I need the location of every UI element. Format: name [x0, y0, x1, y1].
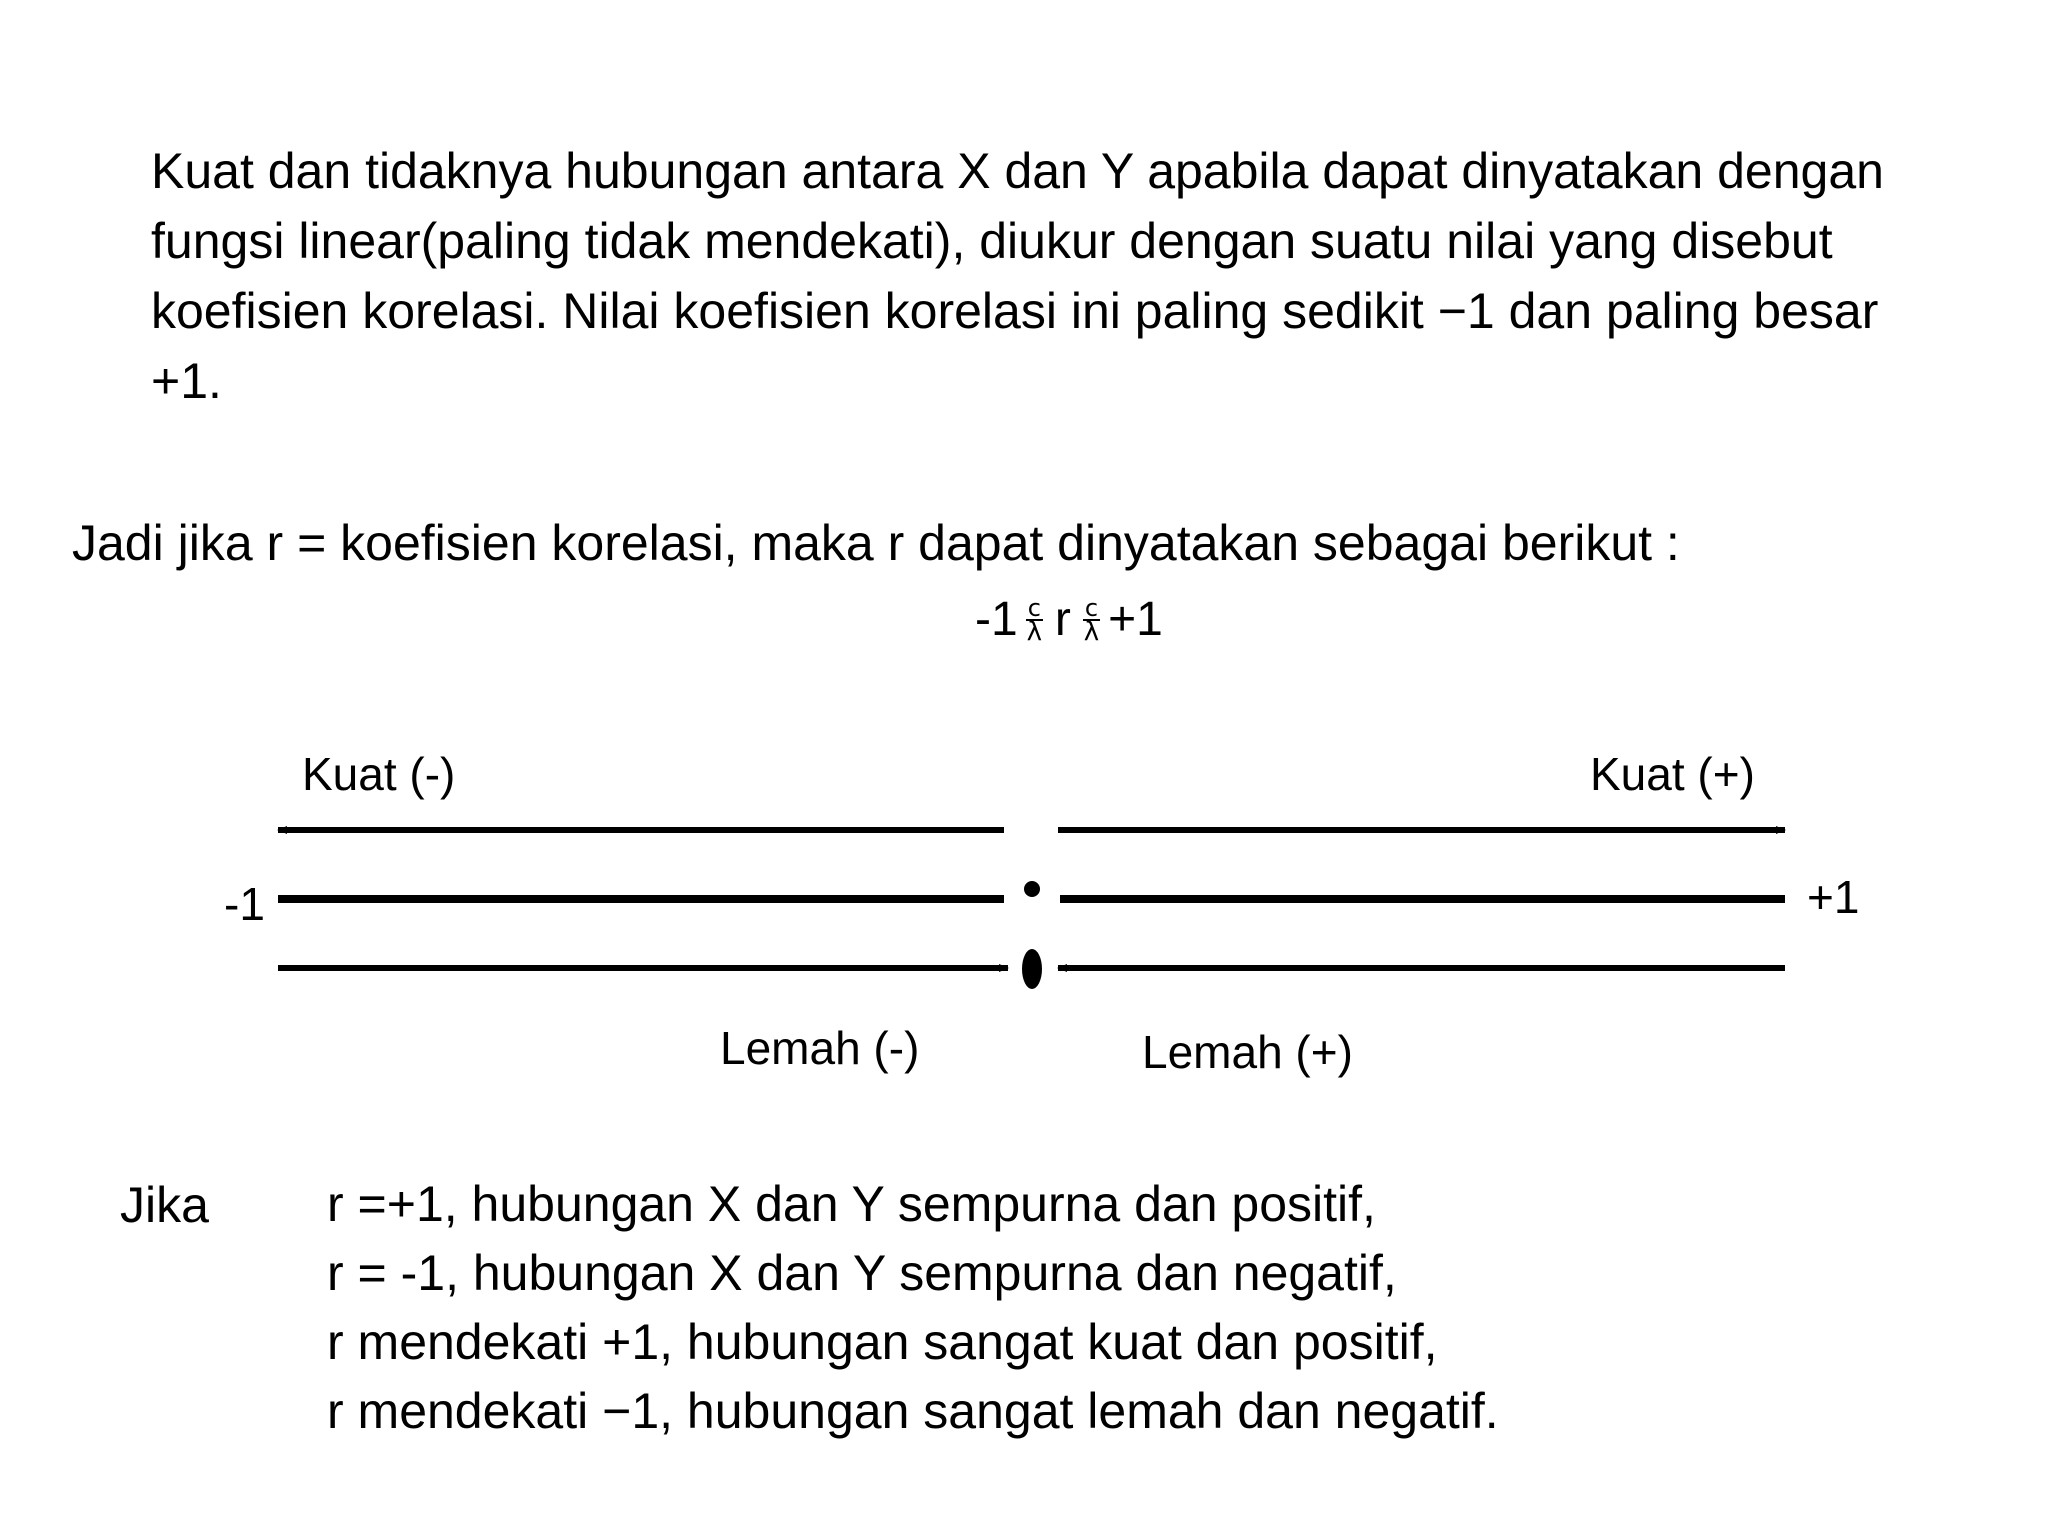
condition-item: r mendekati −1, hubungan sangat lemah dan negatif. — [327, 1383, 1499, 1439]
label-minus-one: -1 — [224, 878, 265, 930]
conditions-list — [327, 1170, 1499, 1446]
label-strong-negative: Kuat (-) — [302, 748, 456, 800]
formula-left: -1 — [975, 593, 1018, 646]
symbol-bottom: λ — [1026, 617, 1042, 647]
symbol-top: c — [1027, 594, 1041, 622]
label-weak-positive: Lemah (+) — [1142, 1026, 1353, 1078]
condition-item: r mendekati +1, hubungan sangat kuat dan positif, — [327, 1314, 1438, 1370]
symbol-bottom: λ — [1083, 617, 1100, 647]
condition-item: r = -1, hubungan X dan Y sempurna dan negatif, — [327, 1245, 1397, 1301]
intro-paragraph: Kuat dan tidaknya hubungan antara X dan Y apabila dapat dinyatakan dengan fungsi linear(paling tidak mendekati), diukur dengan suatu nilai yang disebut koefisien korelasi. Nilai koefisien korelasi ini paling sedikit −1 dan paling besar +1. — [151, 143, 1884, 409]
zero-marker — [1022, 949, 1042, 989]
label-weak-negative: Lemah (-) — [720, 1022, 920, 1074]
conditions-label: Jika — [120, 1177, 209, 1233]
condition-item: r =+1, hubungan X dan Y sempurna dan positif, — [327, 1176, 1376, 1232]
zero-point — [1024, 881, 1040, 897]
definition-line: Jadi jika r = koefisien korelasi, maka r dapat dinyatakan sebagai berikut : — [72, 515, 1680, 571]
formula-middle: r — [1054, 593, 1071, 646]
label-plus-one: +1 — [1807, 871, 1860, 923]
label-strong-positive: Kuat (+) — [1590, 748, 1755, 800]
symbol-top: c — [1084, 594, 1099, 622]
formula-right: +1 — [1108, 593, 1163, 646]
